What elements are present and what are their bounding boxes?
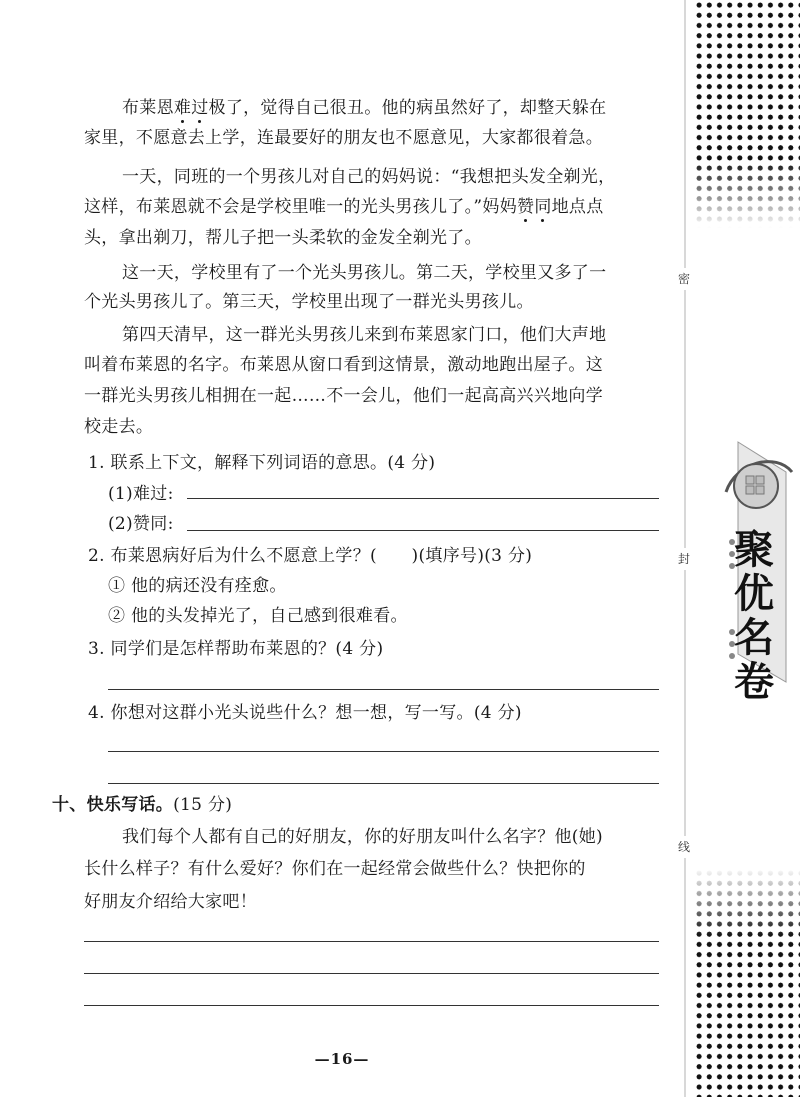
passage-line: 个光头男孩儿了。第三天，学校里出现了一群光头男孩儿。	[84, 292, 534, 312]
passage-line: 这样，布莱恩就不会是学校里唯一的光头男孩儿了。”妈妈赞同地点点	[84, 197, 604, 217]
passage-line: 家里，不愿意去上学，连最要好的朋友也不愿意见，大家都很着急。	[84, 128, 603, 148]
section-10-prompt: 好朋友介绍给大家吧！	[84, 892, 257, 912]
seal-label-feng: 封	[673, 548, 695, 570]
q1-item-b-label: (2)赞同:	[108, 514, 174, 534]
seal-label-xian: 线	[673, 836, 695, 858]
passage-line: 叫着布莱恩的名字。布莱恩从窗口看到这情景，激动地跑出屋子。这	[84, 355, 603, 375]
brand-char: 优	[734, 571, 774, 617]
halftone-dots-top	[694, 0, 800, 228]
passage-line: 校走去。	[84, 417, 154, 437]
page-number: —16—	[314, 1050, 370, 1068]
section-10-prompt: 我们每个人都有自己的好朋友，你的好朋友叫什么名字？他(她)	[122, 827, 603, 847]
q1-item-a-answer-line[interactable]	[187, 498, 659, 499]
question-2: 2. 布莱恩病好后为什么不愿意上学？( )(填序号)(3 分)	[88, 546, 533, 566]
question-4: 4. 你想对这群小光头说些什么？想一想，写一写。(4 分)	[88, 703, 522, 723]
passage-line: 第四天清早，这一群光头男孩儿来到布莱恩家门口，他们大声地	[122, 325, 607, 345]
passage-line: 头，拿出剃刀，帮儿子把一头柔软的金发全剃光了。	[84, 228, 482, 248]
writing-line-1[interactable]	[84, 941, 659, 942]
section-10-title: 十、快乐写话。(15 分)	[52, 795, 233, 815]
brand-char: 卷	[734, 659, 774, 705]
brand-char: 聚	[734, 527, 774, 573]
section-10-prompt: 长什么样子？有什么爱好？你们在一起经常会做些什么？快把你的	[84, 859, 586, 879]
q2-option-2: ② 他的头发掉光了，自己感到很难看。	[108, 606, 408, 626]
writing-line-3[interactable]	[84, 1005, 659, 1006]
q2-option-1: ① 他的病还没有痊愈。	[108, 576, 287, 596]
q4-answer-line-2[interactable]	[108, 783, 659, 784]
brand-char: 名	[734, 615, 774, 661]
brand-title	[730, 528, 778, 704]
q1-item-b-answer-line[interactable]	[187, 530, 659, 531]
q4-answer-line-1[interactable]	[108, 751, 659, 752]
seal-label-mi: 密	[673, 268, 695, 290]
question-1: 1. 联系上下文，解释下列词语的意思。(4 分)	[88, 453, 436, 473]
passage-line: 这一天，学校里有了一个光头男孩儿。第二天，学校里又多了一	[122, 263, 607, 283]
passage-line: 一天，同班的一个男孩儿对自己的妈妈说：“我想把头发全剃光，	[122, 167, 616, 187]
question-3: 3. 同学们是怎样帮助布莱恩的？(4 分)	[88, 639, 384, 659]
q1-item-a-label: (1)难过:	[108, 484, 174, 504]
passage-line: 布莱恩难过极了，觉得自己很丑。他的病虽然好了，却整天躲在	[122, 98, 607, 118]
q3-answer-line[interactable]	[108, 689, 659, 690]
passage-line: 一群光头男孩儿相拥在一起……不一会儿，他们一起高高兴兴地向学	[84, 386, 603, 406]
halftone-dots-bottom	[694, 868, 800, 1097]
writing-line-2[interactable]	[84, 973, 659, 974]
